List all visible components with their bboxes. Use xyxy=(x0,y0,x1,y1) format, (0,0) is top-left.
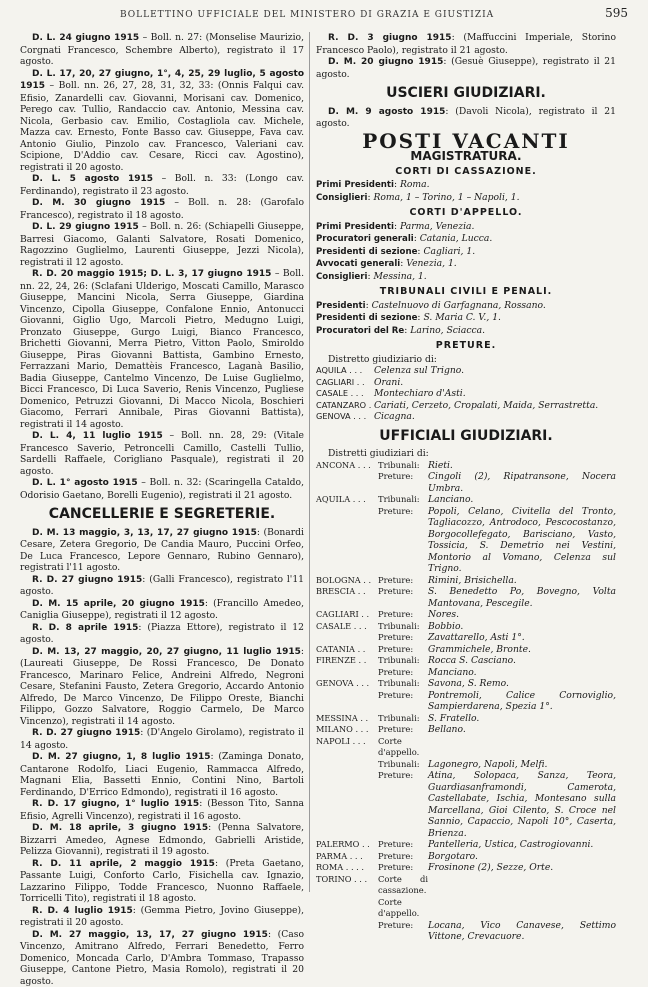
decree-text: : (D'Angelo Girolamo), registrato il 14 agosto. xyxy=(20,727,304,751)
vacancy-label: Consiglieri xyxy=(316,272,367,282)
court-type: Corte d'appello. xyxy=(378,736,428,759)
district-name: PALERMO . . xyxy=(316,839,378,851)
vacancy-line: Primi Presidenti: Parma, Venezia. xyxy=(316,221,616,234)
court-type: Corte di cassazione. xyxy=(378,874,428,897)
court-type: Preture: xyxy=(378,471,428,494)
court-places: Zavattarello, Asti 1°. xyxy=(428,632,616,644)
decree-text: : (Bonardi Cesare, Zetera Gregorio, De Candia Mauro, Puccini Orfeo, De Luca Francesco, Lepore Gennaro, Rubino Gennaro), registrati l'11 agosto. xyxy=(20,527,304,574)
court-places xyxy=(428,874,616,897)
decree-entry xyxy=(20,858,304,905)
district-name xyxy=(316,471,378,494)
vacancy-label: Presidenti di sezione xyxy=(316,247,417,257)
court-places: S. Benedetto Po, Bovegno, Volta Mantovana, Pescegile. xyxy=(428,586,616,609)
decree-entry xyxy=(20,822,304,858)
court-places: Savona, S. Remo. xyxy=(428,678,616,690)
decree-text: : (Laureati Giuseppe, De Rossi Francesco, De Donato Francesco, Marinaro Felice, Andreini Alfredo, Negroni Cesare, Stefanini Fausto, Zetera Gregorio, Accardo Antonio Alfredo, De Marco Vincenzo, De Filippo Oreste, Bianchi Filippo, Gozzo Salvatore, Roggio Carmelo, De Marco Vincenzo), registrati il 14 agosto. xyxy=(20,646,304,727)
vacancy-value: Larino, Sciacca. xyxy=(410,325,485,336)
district-name: CAGLIARI . . xyxy=(316,377,374,389)
district-name xyxy=(316,759,378,771)
vacancy-label: Procuratori generali xyxy=(316,234,414,244)
decree-text: – Boll. nn. 22, 24, 26: (Sclafani Ulderigo, Moscati Camillo, Marasco Giuseppe, Mancini Nicola, Serra Giuseppe, Giardina Vincenzo, Cipolla Giuseppe, Confalone Ennio, Antonucci Giovanni, Giglio Ugo, Marcoli Pietro, Medugno Luigi, Pronzato Giuseppe, Gurgo Luigi, Bianco Francesco, Brichetti Giovanni, Merra Pietro, Vitton Paolo, Smiroldo Giuseppe, Piras Giovanni Battista, Gambino Ernesto, Ferrazzani Mario, Demattèis Francesco, Laganà Basilio, Badia Giuseppe, Cantelmo Vincenzo, De Luise Guglielmo, Bicci Francesco, Di Luca Saverio, Renis Vincenzo, Pugliese Domenico, Petruzzi Giovanni, Di Macco Nicola, Boschieri Giacomo, Ferrari Annibale, Piras Giovanni Battista), registrati il 14 agosto. xyxy=(20,268,304,430)
ufficiali-row xyxy=(316,586,616,609)
decree-text: : (Gemma Pietro, Jovino Giuseppe), registrati il 20 agosto. xyxy=(20,905,304,929)
vacancy-value: Venezia, 1. xyxy=(406,258,456,269)
decree-entry xyxy=(20,646,304,728)
decree-text: : (Galli Francesco), registrato l'11 agosto. xyxy=(20,574,304,598)
vacancy-label: Avvocati generali xyxy=(316,259,400,269)
ufficiali-row xyxy=(316,920,616,943)
district-name: CASALE . . . xyxy=(316,388,374,400)
court-places: Rimini, Brisichella. xyxy=(428,575,616,587)
decree-head: R. D. 17 giugno, 1° luglio 1915 xyxy=(32,799,199,809)
subsection-cassazione: CORTI DI CASSAZIONE. xyxy=(316,166,616,178)
vacancy-line: Procuratori del Re: Larino, Sciacca. xyxy=(316,325,616,338)
section-title-magistratura: MAGISTRATURA. xyxy=(316,151,616,163)
preture-row xyxy=(316,365,616,377)
district-name: NAPOLI . . . xyxy=(316,736,378,759)
preture-row xyxy=(316,400,616,412)
decree-text: : (Zaminga Donato, Cantarone Rodolfo, Liaci Eugenio, Rammacca Alfredo, Magnani Elia, Bassetti Ennio, Contini Nino, Bartoli Ferdinando, D'Errico Edmondo), registrati il 16 agosto. xyxy=(20,751,304,798)
decree-entry xyxy=(20,430,304,477)
decree-head: D. M. 15 aprile, 20 giugno 1915 xyxy=(32,599,205,609)
page-header xyxy=(20,4,628,26)
court-type: Preture: xyxy=(378,920,428,943)
decree-text: : (Gesuè Giuseppe), registrato il 21 agosto. xyxy=(316,56,616,80)
ufficiali-intro: Distretti giudiziari di: xyxy=(316,448,616,460)
section-title-uscieri: USCIERI GIUDIZIARI. xyxy=(316,88,616,100)
court-type: Tribunali: xyxy=(378,655,428,667)
court-type: Preture: xyxy=(378,839,428,851)
ufficiali-row xyxy=(316,839,616,851)
court-places: S. Fratello. xyxy=(428,713,616,725)
vacancy-line: Presidenti: Castelnuovo di Garfagnana, Rossano. xyxy=(316,300,616,313)
ufficiali-row xyxy=(316,874,616,897)
decree-head: D. L. 29 giugno 1915 xyxy=(32,222,139,232)
decree-entry xyxy=(20,622,304,646)
district-name: TORINO . . . xyxy=(316,874,378,897)
decree-head: D. M. 30 giugno 1915 xyxy=(32,198,165,208)
decree-entry xyxy=(20,221,304,268)
subsection-preture: PRETURE. xyxy=(316,340,616,352)
vacancy-label: Procuratori del Re xyxy=(316,326,404,336)
decree-head: D. L. 1° agosto 1915 xyxy=(32,478,138,488)
district-places: Orani. xyxy=(374,377,616,389)
right-column xyxy=(316,32,616,894)
ufficiali-row xyxy=(316,471,616,494)
district-name xyxy=(316,897,378,920)
court-places xyxy=(428,736,616,759)
court-places: Cingoli (2), Ripatransone, Nocera Umbra. xyxy=(428,471,616,494)
section-title-cancellerie: CANCELLERIE E SEGRETERIE. xyxy=(20,509,304,521)
ufficiali-row xyxy=(316,506,616,575)
court-type: Tribunali: xyxy=(378,621,428,633)
district-name: CATANIA . . xyxy=(316,644,378,656)
district-name xyxy=(316,632,378,644)
vacancy-line: Procuratori generali: Catania, Lucca. xyxy=(316,233,616,246)
decree-entry xyxy=(316,32,616,56)
vacancy-line: Consiglieri: Messina, 1. xyxy=(316,271,616,284)
decree-entry xyxy=(316,56,616,80)
ufficiali-row xyxy=(316,851,616,863)
decree-head: D. L. 5 agosto 1915 xyxy=(32,174,153,184)
preture-row xyxy=(316,388,616,400)
district-name: MILANO . . . xyxy=(316,724,378,736)
ufficiali-row xyxy=(316,690,616,713)
decree-text: : (Besson Tito, Sanna Efisio, Agrelli Vincenzo), registrati il 16 agosto. xyxy=(20,798,304,822)
district-places: Montechiaro d'Asti. xyxy=(374,388,616,400)
left-column xyxy=(20,32,304,894)
court-type: Preture: xyxy=(378,632,428,644)
ufficiali-row xyxy=(316,460,616,472)
decree-entry xyxy=(20,173,304,197)
decree-entry xyxy=(20,268,304,430)
court-type: Preture: xyxy=(378,609,428,621)
decree-text: : (Penna Salvatore, Bizzarri Amedeo, Agnese Edmondo, Gabrielli Aristide, Pelizza Giovanni), registrati il 19 agosto. xyxy=(20,822,304,857)
decree-text: – Boll. nn. 28, 29: (Vitale Francesco Saverio, Petroncelli Camillo, Castelli Tullio, Sardelli Raffaele, Corigliano Pasquale), registrati il 20 agosto. xyxy=(20,430,304,477)
court-type: Tribunali: xyxy=(378,713,428,725)
decree-entry xyxy=(20,574,304,598)
decree-head: R. D. 27 giugno 1915 xyxy=(32,728,140,738)
district-name: GENOVA . . . xyxy=(316,411,374,423)
decree-head: D. L. 4, 11 luglio 1915 xyxy=(32,431,163,441)
court-places: Manciano. xyxy=(428,667,616,679)
court-type: Preture: xyxy=(378,862,428,874)
vacancy-label: Primi Presidenti xyxy=(316,180,394,190)
decree-entry xyxy=(20,32,304,68)
vacancy-value: S. Maria C. V., 1. xyxy=(423,312,501,323)
decree-head: D. M. 9 agosto 1915 xyxy=(328,107,445,117)
court-places: Popoli, Celano, Civitella del Tronto, Tagliacozzo, Antrodoco, Pescocostanzo, Borgocollefegato, Barisciano, Vasto, Tossicia, S. Demetrio nei Vestini, Montorio al Vomano, Celenza sul Trigno. xyxy=(428,506,616,575)
vacancy-value: Roma, 1 – Torino, 1 – Napoli, 1. xyxy=(373,192,519,203)
court-type: Preture: xyxy=(378,690,428,713)
vacancy-value: Roma. xyxy=(400,179,430,190)
vacancy-value: Parma, Venezia. xyxy=(400,221,474,232)
court-type: Preture: xyxy=(378,667,428,679)
district-places: Cariati, Cerzeto, Cropalati, Maida, Serrastretta. xyxy=(374,400,616,412)
court-type: Preture: xyxy=(378,644,428,656)
decree-entry xyxy=(20,598,304,622)
ufficiali-row xyxy=(316,897,616,920)
page-number: 595 xyxy=(605,6,628,20)
court-places: Lanciano. xyxy=(428,494,616,506)
court-type: Preture: xyxy=(378,506,428,575)
decree-head: D. M. 18 aprile, 3 giugno 1915 xyxy=(32,823,208,833)
decree-entry xyxy=(20,929,304,987)
decree-entry xyxy=(20,905,304,929)
decree-entry xyxy=(20,798,304,822)
subsection-tribunali: TRIBUNALI CIVILI E PENALI. xyxy=(316,286,616,298)
decree-head: D. M. 20 giugno 1915 xyxy=(328,57,443,67)
vacancy-label: Presidenti xyxy=(316,301,366,311)
ufficiali-row xyxy=(316,621,616,633)
decree-text: : (Davoli Nicola), registrato il 21 agosto. xyxy=(316,106,616,130)
court-type: Tribunali: xyxy=(378,494,428,506)
ufficiali-row xyxy=(316,494,616,506)
vacancy-value: Cagliari, 1. xyxy=(423,246,475,257)
court-places: Bobbio. xyxy=(428,621,616,633)
decree-text: – Boll. nn. 26, 27, 28, 31, 32, 33: (Onnis Falqui cav. Efisio, Zanardelli cav. Giovanni, Morisani cav. Domenico, Perego cav. Tullio, Randaccio cav. Antonio, Messina cav. Nicola, Gerbasio cav. Emilio, Costagliola cav. Michele, Mazza cav. Ernesto, Fonte Basso cav. Giuseppe, Fava cav. Antonio Giulio, Pinzolo cav. Francesco, Valeriani cav. Scipione, D'Addio cav. Cesare, Ricci cav. Agostino), registrati il 20 agosto. xyxy=(20,80,304,173)
decree-entry xyxy=(316,106,616,130)
court-places: Borgotaro. xyxy=(428,851,616,863)
district-name: GENOVA . . . xyxy=(316,678,378,690)
journal-title: BOLLETTINO UFFICIALE DEL MINISTERO DI GRAZIA E GIUSTIZIA xyxy=(120,10,494,20)
decree-text: – Boll. n. 32: (Scaringella Cataldo, Odorisio Gaetano, Borelli Eugenio), registrati il 21 agosto. xyxy=(20,477,304,501)
ufficiali-row xyxy=(316,609,616,621)
section-title-ufficiali: UFFICIALI GIUDIZIARI. xyxy=(316,431,616,443)
decree-entry xyxy=(20,68,304,174)
district-places: Celenza sul Trigno. xyxy=(374,365,616,377)
decree-text: : (Maffuccini Imperiale, Storino Francesco Paolo), registrato il 21 agosto. xyxy=(316,32,616,56)
ufficiali-row xyxy=(316,770,616,839)
decree-text: – Boll. n. 26: (Schiapelli Giuseppe, Barresi Giacomo, Galanti Salvatore, Rosati Domenico, Ragozzino Guglielmo, Laurenti Giuseppe, Jezzi Nicola), registrati il 12 agosto. xyxy=(20,221,304,268)
court-places: Locana, Vico Canavese, Settimo Vittone, Crevacuore. xyxy=(428,920,616,943)
court-type: Tribunali: xyxy=(378,759,428,771)
vacancy-line: Consiglieri: Roma, 1 – Torino, 1 – Napoli, 1. xyxy=(316,192,616,205)
vacancy-line: Presidenti di sezione: Cagliari, 1. xyxy=(316,246,616,259)
court-type: Tribunali: xyxy=(378,678,428,690)
vacancy-label: Presidenti di sezione xyxy=(316,313,417,323)
district-name: AQUILA . . . xyxy=(316,494,378,506)
ufficiali-row xyxy=(316,667,616,679)
court-type: Tribunali: xyxy=(378,460,428,472)
ufficiali-row xyxy=(316,862,616,874)
court-places: Rieti. xyxy=(428,460,616,472)
decree-text: : (Caso Vincenzo, Amitrano Alfredo, Ferrari Benedetto, Ferro Domenico, Moncada Carlo, D'Ambra Tommaso, Trapasso Giuseppe, Cantone Pietro, Masia Romolo), registrati il 20 agosto. xyxy=(20,929,304,987)
district-name: FIRENZE . . xyxy=(316,655,378,667)
vacancy-line: Presidenti di sezione: S. Maria C. V., 1. xyxy=(316,312,616,325)
preture-row xyxy=(316,377,616,389)
decree-entry xyxy=(20,751,304,798)
decree-text: – Boll. n. 27: (Monselise Maurizio, Corgnati Francesco, Schembre Alberto), registrato il 17 agosto. xyxy=(20,32,304,67)
district-name xyxy=(316,667,378,679)
court-type: Preture: xyxy=(378,575,428,587)
ufficiali-row xyxy=(316,736,616,759)
court-places: Pantelleria, Ustica, Castrogiovanni. xyxy=(428,839,616,851)
decree-entry xyxy=(20,527,304,574)
ufficiali-row xyxy=(316,632,616,644)
decree-entry xyxy=(20,477,304,501)
decree-text: – Boll. n. 28: (Garofalo Francesco), registrato il 18 agosto. xyxy=(20,197,304,221)
decree-head: D. L. 24 giugno 1915 xyxy=(32,33,139,43)
district-places: Cicagna. xyxy=(374,411,616,423)
district-name: PARMA . . . xyxy=(316,851,378,863)
court-places: Lagonegro, Napoli, Melfi. xyxy=(428,759,616,771)
decree-text: : (Preta Gaetano, Passante Luigi, Conforto Carlo, Fisichella cav. Ignazio, Lazzarino Filippo, Todde Francesco, Nuonno Raffaele, Torricelli Tito), registrati il 18 agosto. xyxy=(20,858,304,905)
ufficiali-row xyxy=(316,713,616,725)
decree-text: – Boll. n. 33: (Longo cav. Ferdinando), registrato il 23 agosto. xyxy=(20,173,304,197)
decree-head: R. D. 27 giugno 1915 xyxy=(32,575,142,585)
district-name: BOLOGNA . . xyxy=(316,575,378,587)
district-name xyxy=(316,690,378,713)
district-name: BRESCIA . . xyxy=(316,586,378,609)
preture-row xyxy=(316,411,616,423)
ufficiali-row xyxy=(316,724,616,736)
decree-head: D. M. 27 maggio, 13, 17, 27 giugno 1915 xyxy=(32,930,268,940)
district-name: CASALE . . . xyxy=(316,621,378,633)
decree-head: R. D. 8 aprile 1915 xyxy=(32,623,138,633)
ufficiali-row xyxy=(316,575,616,587)
decree-head: D. M. 13 maggio, 3, 13, 17, 27 giugno 1915 xyxy=(32,528,257,538)
vacancy-value: Messina, 1. xyxy=(373,271,426,282)
district-name xyxy=(316,506,378,575)
court-places: Atina, Solopaca, Sanza, Teora, Guardiasanframondi, Camerota, Castellabate, Ischia, Montesano sulla Marcellana, Gioi Cilento, S. Croce nel Sannio, Capaccio, Napoli 10°, Caserta, Brienza. xyxy=(428,770,616,839)
district-name: MESSINA . . xyxy=(316,713,378,725)
decree-head: D. M. 27 giugno, 1, 8 luglio 1915 xyxy=(32,752,211,762)
court-type: Preture: xyxy=(378,770,428,839)
district-name: ROMA . . . . xyxy=(316,862,378,874)
ufficiali-row xyxy=(316,759,616,771)
court-type: Preture: xyxy=(378,586,428,609)
district-name: ANCONA . . . xyxy=(316,460,378,472)
district-name: CATANZARO . xyxy=(316,400,374,412)
preture-intro: Distretto giudiziario di: xyxy=(316,354,616,366)
vacancy-label: Primi Presidenti xyxy=(316,222,394,232)
court-places: Rocca S. Casciano. xyxy=(428,655,616,667)
court-places: Pontremoli, Calice Cornoviglio, Sampierdarena, Spezia 1°. xyxy=(428,690,616,713)
court-places: Bellano. xyxy=(428,724,616,736)
court-places: Grammichele, Bronte. xyxy=(428,644,616,656)
decree-head: R. D. 20 maggio 1915; D. L. 3, 17 giugno 1915 xyxy=(32,269,271,279)
subsection-appello: CORTI D'APPELLO. xyxy=(316,207,616,219)
court-type: Preture: xyxy=(378,851,428,863)
decree-entry xyxy=(20,197,304,221)
court-type: Corte d'appello. xyxy=(378,897,428,920)
decree-text: : (Francillo Amedeo, Caniglia Giuseppe), registrati il 12 agosto. xyxy=(20,598,304,622)
district-name xyxy=(316,770,378,839)
decree-head: D. L. 17, 20, 27 giugno, 1°, 4, 25, 29 luglio, 5 agosto 1915 xyxy=(20,69,304,92)
ufficiali-row xyxy=(316,644,616,656)
decree-head: R. D. 4 luglio 1915 xyxy=(32,906,133,916)
column-divider xyxy=(309,32,310,892)
court-places xyxy=(428,897,616,920)
vacancy-line: Avvocati generali: Venezia, 1. xyxy=(316,258,616,271)
decree-head: R. D. 11 aprile, 2 maggio 1915 xyxy=(32,859,215,869)
decree-text: : (Piazza Ettore), registrato il 12 agosto. xyxy=(20,622,304,646)
vacancy-value: Catania, Lucca. xyxy=(420,233,493,244)
decree-entry xyxy=(20,727,304,751)
court-places: Nores. xyxy=(428,609,616,621)
court-type: Preture: xyxy=(378,724,428,736)
ufficiali-row xyxy=(316,678,616,690)
vacancy-label: Consiglieri xyxy=(316,193,367,203)
decree-head: D. M. 13, 27 maggio, 20, 27 giugno, 11 luglio 1915 xyxy=(32,647,301,657)
district-name xyxy=(316,920,378,943)
district-name: CAGLIARI . . xyxy=(316,609,378,621)
section-title-posti-vacanti: POSTI VACANTI xyxy=(316,136,616,148)
vacancy-value: Castelnuovo di Garfagnana, Rossano. xyxy=(372,300,546,311)
district-name: AQUILA . . . xyxy=(316,365,374,377)
ufficiali-row xyxy=(316,655,616,667)
court-places: Frosinone (2), Sezze, Orte. xyxy=(428,862,616,874)
decree-head: R. D. 3 giugno 1915 xyxy=(328,33,452,43)
vacancy-line: Primi Presidenti: Roma. xyxy=(316,179,616,192)
